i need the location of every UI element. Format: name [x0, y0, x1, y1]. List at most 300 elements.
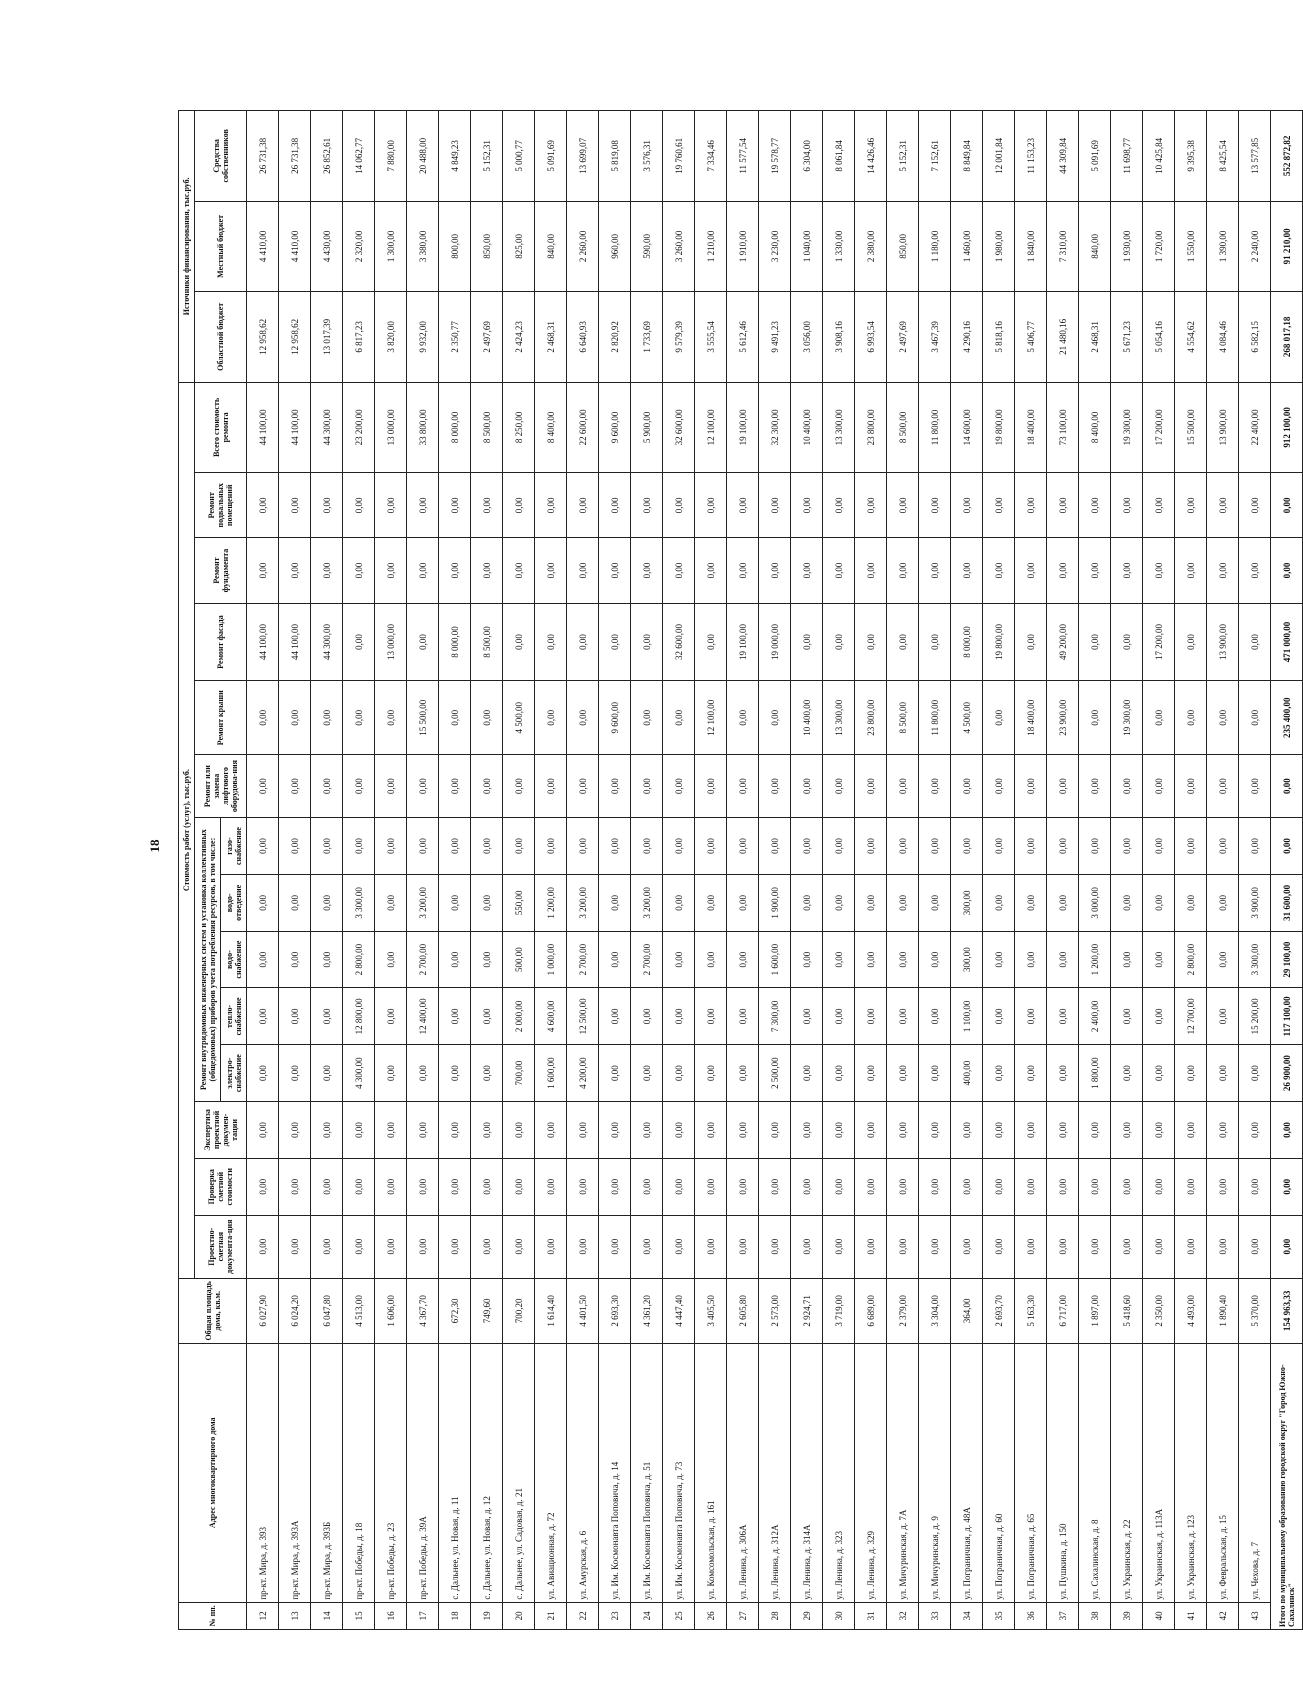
- cell-pd: 0,00: [631, 1215, 663, 1278]
- cell-bs: 0,00: [343, 473, 375, 538]
- cell-ws: 0,00: [1015, 931, 1047, 988]
- cell-gs: 0,00: [727, 818, 759, 875]
- cell-reg: 6 640,93: [567, 292, 599, 382]
- cell-loc: 4 410,00: [247, 201, 279, 291]
- cell-pc: 0,00: [535, 1158, 567, 1215]
- cell-fc: 0,00: [407, 603, 439, 681]
- cell-rf: 0,00: [471, 681, 503, 755]
- cell-fc: 0,00: [855, 603, 887, 681]
- cell-n: 38: [1079, 1602, 1111, 1629]
- cell-loc: 3 380,00: [407, 201, 439, 291]
- cell-el: 0,00: [247, 1045, 279, 1102]
- cell-bs: 0,00: [567, 473, 599, 538]
- cell-pd: 0,00: [1047, 1215, 1079, 1278]
- cell-ws: 1 200,00: [1079, 931, 1111, 988]
- cell-reg: 2 497,69: [471, 292, 503, 382]
- cell-ws: 3 300,00: [1239, 931, 1271, 988]
- cell-rf: 8 500,00: [887, 681, 919, 755]
- table-row: [567, 111, 599, 1630]
- cell-n: 30: [823, 1602, 855, 1629]
- table-row: [951, 111, 983, 1630]
- cell-loc: 1 930,00: [1111, 201, 1143, 291]
- cell-own: 44 309,84: [1047, 111, 1079, 202]
- cell-tot: 32 600,00: [663, 382, 695, 473]
- cell-ex: 0,00: [247, 1102, 279, 1159]
- cell-loc: 4 410,00: [279, 201, 311, 291]
- cell-wd: 0,00: [375, 874, 407, 931]
- cell-el: 400,00: [951, 1045, 983, 1102]
- cell-el: 0,00: [439, 1045, 471, 1102]
- cell-fc: 19 000,00: [759, 603, 791, 681]
- cell-fc: 0,00: [1079, 603, 1111, 681]
- cell-n: 21: [535, 1602, 567, 1629]
- cell-lf: 0,00: [791, 755, 823, 818]
- cell-ws: 0,00: [887, 931, 919, 988]
- cell-ex: 0,00: [471, 1102, 503, 1159]
- cell-wd: 0,00: [887, 874, 919, 931]
- cell-n: 39: [1111, 1602, 1143, 1629]
- cell-rf: 4 500,00: [503, 681, 535, 755]
- cell-lf: 0,00: [247, 755, 279, 818]
- cell-rf: 23 800,00: [855, 681, 887, 755]
- cell-fc: 49 200,00: [1047, 603, 1079, 681]
- cell-lf: 0,00: [1079, 755, 1111, 818]
- cell-fd: 0,00: [1111, 538, 1143, 603]
- cell-pd: 0,00: [343, 1215, 375, 1278]
- cell-ht: 0,00: [1143, 988, 1175, 1045]
- cell-pc: 0,00: [599, 1158, 631, 1215]
- cell-n: 14: [311, 1602, 343, 1629]
- cell-n: 23: [599, 1602, 631, 1629]
- cell-gs: 0,00: [951, 818, 983, 875]
- cell-own: 5 091,69: [535, 111, 567, 202]
- cell-loc: 840,00: [1079, 201, 1111, 291]
- cell-ws: 0,00: [311, 931, 343, 988]
- cell-fd: 0,00: [439, 538, 471, 603]
- cell-rf: 0,00: [375, 681, 407, 755]
- cell-ex: 0,00: [1239, 1102, 1271, 1159]
- cell-area: 4 493,00: [1175, 1278, 1207, 1343]
- cell-own: 4 849,23: [439, 111, 471, 202]
- cell-n: 27: [727, 1602, 759, 1629]
- cell-gs: 0,00: [343, 818, 375, 875]
- cell-own: 5 152,31: [471, 111, 503, 202]
- cell-pc: 0,00: [503, 1158, 535, 1215]
- cell-ht: 0,00: [1111, 988, 1143, 1045]
- cell-n: 22: [567, 1602, 599, 1629]
- cell-addr: пр-кт. Победы, д. 18: [343, 1343, 375, 1602]
- header-water: водо-снабжение: [221, 931, 247, 988]
- total-loc: 91 210,00: [1271, 201, 1303, 291]
- cell-fc: 32 600,00: [663, 603, 695, 681]
- cell-ex: 0,00: [919, 1102, 951, 1159]
- cell-reg: 12 958,62: [247, 292, 279, 382]
- cell-ws: 0,00: [695, 931, 727, 988]
- table-body: [247, 111, 1303, 1630]
- cell-pc: 0,00: [983, 1158, 1015, 1215]
- cell-tot: 23 800,00: [855, 382, 887, 473]
- cell-el: 2 500,00: [759, 1045, 791, 1102]
- cell-area: 700,20: [503, 1278, 535, 1343]
- cell-rf: 13 300,00: [823, 681, 855, 755]
- cell-tot: 22 600,00: [567, 382, 599, 473]
- cell-rf: 0,00: [311, 681, 343, 755]
- cell-wd: 0,00: [471, 874, 503, 931]
- cell-ws: 0,00: [1111, 931, 1143, 988]
- cell-pc: 0,00: [1143, 1158, 1175, 1215]
- cell-area: 6 689,00: [855, 1278, 887, 1343]
- cell-ws: 0,00: [919, 931, 951, 988]
- header-sewer: водо-отведение: [221, 874, 247, 931]
- cell-n: 25: [663, 1602, 695, 1629]
- cell-fc: 0,00: [1015, 603, 1047, 681]
- table-row: [503, 111, 535, 1630]
- cell-n: 26: [695, 1602, 727, 1629]
- cell-ht: 12 400,00: [407, 988, 439, 1045]
- cell-fd: 0,00: [663, 538, 695, 603]
- cell-n: 33: [919, 1602, 951, 1629]
- cell-tot: 8 000,00: [439, 382, 471, 473]
- cell-loc: 1 720,00: [1143, 201, 1175, 291]
- cell-gs: 0,00: [1015, 818, 1047, 875]
- cell-bs: 0,00: [311, 473, 343, 538]
- cell-addr: ул. Ленина, д. 323: [823, 1343, 855, 1602]
- cell-ex: 0,00: [311, 1102, 343, 1159]
- cell-pd: 0,00: [1079, 1215, 1111, 1278]
- cell-wd: 0,00: [791, 874, 823, 931]
- cell-reg: 6 817,23: [343, 292, 375, 382]
- cell-reg: 5 612,46: [727, 292, 759, 382]
- cell-loc: 4 430,00: [311, 201, 343, 291]
- cell-addr: пр-кт. Мира, д. 393: [247, 1343, 279, 1602]
- cell-loc: 1 840,00: [1015, 201, 1047, 291]
- cell-lf: 0,00: [1239, 755, 1271, 818]
- cell-wd: 0,00: [439, 874, 471, 931]
- cell-area: 2 573,00: [759, 1278, 791, 1343]
- cell-n: 15: [343, 1602, 375, 1629]
- cell-gs: 0,00: [279, 818, 311, 875]
- cell-ws: 500,00: [503, 931, 535, 988]
- cell-own: 7 880,00: [375, 111, 407, 202]
- cell-el: 0,00: [311, 1045, 343, 1102]
- cell-gs: 0,00: [1207, 818, 1239, 875]
- cell-rf: 18 400,00: [1015, 681, 1047, 755]
- cell-el: 0,00: [919, 1045, 951, 1102]
- cell-ex: 0,00: [1111, 1102, 1143, 1159]
- page-number: 18: [147, 839, 162, 853]
- cell-rf: 0,00: [279, 681, 311, 755]
- cell-pc: 0,00: [343, 1158, 375, 1215]
- cell-area: 672,30: [439, 1278, 471, 1343]
- cell-loc: 2 260,00: [567, 201, 599, 291]
- cell-reg: 13 017,39: [311, 292, 343, 382]
- cell-rf: 15 500,00: [407, 681, 439, 755]
- cell-loc: 1 300,00: [375, 201, 407, 291]
- cell-el: 0,00: [471, 1045, 503, 1102]
- cell-wd: 0,00: [279, 874, 311, 931]
- cell-rf: 0,00: [343, 681, 375, 755]
- cell-reg: 9 932,00: [407, 292, 439, 382]
- cell-ex: 0,00: [535, 1102, 567, 1159]
- cell-loc: 2 240,00: [1239, 201, 1271, 291]
- cell-n: 12: [247, 1602, 279, 1629]
- cell-fd: 0,00: [407, 538, 439, 603]
- cell-wd: 550,00: [503, 874, 535, 931]
- cell-lf: 0,00: [439, 755, 471, 818]
- cell-own: 9 395,38: [1175, 111, 1207, 202]
- cell-bs: 0,00: [247, 473, 279, 538]
- cell-loc: 590,00: [631, 201, 663, 291]
- cell-own: 8 849,84: [951, 111, 983, 202]
- cell-n: 42: [1207, 1602, 1239, 1629]
- cell-gs: 0,00: [791, 818, 823, 875]
- cell-fd: 0,00: [343, 538, 375, 603]
- cell-el: 0,00: [983, 1045, 1015, 1102]
- cell-loc: 840,00: [535, 201, 567, 291]
- cell-wd: 0,00: [983, 874, 1015, 931]
- cell-pd: 0,00: [1143, 1215, 1175, 1278]
- cell-pd: 0,00: [1015, 1215, 1047, 1278]
- cell-fc: 8 000,00: [951, 603, 983, 681]
- cell-ws: 0,00: [471, 931, 503, 988]
- cell-reg: 6 582,15: [1239, 292, 1271, 382]
- cell-pc: 0,00: [311, 1158, 343, 1215]
- cell-gs: 0,00: [567, 818, 599, 875]
- cell-bs: 0,00: [887, 473, 919, 538]
- cell-tot: 11 800,00: [919, 382, 951, 473]
- cell-gs: 0,00: [887, 818, 919, 875]
- cell-ws: 1 600,00: [759, 931, 791, 988]
- cell-fc: 13 000,00: [375, 603, 407, 681]
- cell-ht: 0,00: [791, 988, 823, 1045]
- cell-reg: 12 958,62: [279, 292, 311, 382]
- cell-ht: 7 300,00: [759, 988, 791, 1045]
- cell-reg: 6 993,54: [855, 292, 887, 382]
- cell-pc: 0,00: [887, 1158, 919, 1215]
- cell-pc: 0,00: [951, 1158, 983, 1215]
- cell-fc: 0,00: [1175, 603, 1207, 681]
- repair-cost-table: [178, 110, 1303, 1630]
- cell-rf: 0,00: [567, 681, 599, 755]
- cell-n: 31: [855, 1602, 887, 1629]
- cell-wd: 0,00: [1143, 874, 1175, 931]
- cell-ws: 2 700,00: [567, 931, 599, 988]
- cell-addr: ул. Пушкина, д. 150: [1047, 1343, 1079, 1602]
- cell-ex: 0,00: [727, 1102, 759, 1159]
- cell-rf: 4 500,00: [951, 681, 983, 755]
- cell-lf: 0,00: [1175, 755, 1207, 818]
- header-total: Всего стоимость ремонта: [195, 382, 247, 473]
- cell-fd: 0,00: [503, 538, 535, 603]
- cell-ht: 0,00: [727, 988, 759, 1045]
- cell-rf: 0,00: [1207, 681, 1239, 755]
- cell-addr: пр-кт. Мира, д. 393А: [279, 1343, 311, 1602]
- header-area: Общая площадь дома, кв.м.: [179, 1278, 247, 1343]
- cell-own: 5 000,77: [503, 111, 535, 202]
- cell-pd: 0,00: [983, 1215, 1015, 1278]
- cell-bs: 0,00: [631, 473, 663, 538]
- cell-tot: 13 900,00: [1207, 382, 1239, 473]
- cell-pc: 0,00: [407, 1158, 439, 1215]
- cell-own: 20 488,00: [407, 111, 439, 202]
- cell-reg: 9 579,39: [663, 292, 695, 382]
- cell-rf: 0,00: [631, 681, 663, 755]
- cell-ex: 0,00: [695, 1102, 727, 1159]
- cell-fc: 0,00: [631, 603, 663, 681]
- cell-fc: 13 900,00: [1207, 603, 1239, 681]
- cell-own: 13 699,07: [567, 111, 599, 202]
- cell-bs: 0,00: [407, 473, 439, 538]
- cell-bs: 0,00: [823, 473, 855, 538]
- cell-ht: 0,00: [1207, 988, 1239, 1045]
- cell-fc: 0,00: [791, 603, 823, 681]
- cell-lf: 0,00: [567, 755, 599, 818]
- cell-own: 5 819,08: [599, 111, 631, 202]
- cell-pc: 0,00: [663, 1158, 695, 1215]
- cell-area: 749,60: [471, 1278, 503, 1343]
- cell-rf: 0,00: [439, 681, 471, 755]
- cell-reg: 3 908,16: [823, 292, 855, 382]
- cell-wd: 0,00: [663, 874, 695, 931]
- cell-fd: 0,00: [1047, 538, 1079, 603]
- table-row: [1143, 111, 1175, 1630]
- table-row: [1239, 111, 1271, 1630]
- cell-ht: 1 100,00: [951, 988, 983, 1045]
- cell-pd: 0,00: [599, 1215, 631, 1278]
- cell-ws: 300,00: [951, 931, 983, 988]
- cell-bs: 0,00: [599, 473, 631, 538]
- cell-loc: 1 910,00: [727, 201, 759, 291]
- cell-reg: 2 820,92: [599, 292, 631, 382]
- cell-pc: 0,00: [631, 1158, 663, 1215]
- cell-addr: ул. Украинская, д. 123: [1175, 1343, 1207, 1602]
- cell-fc: 44 300,00: [311, 603, 343, 681]
- cell-reg: 2 468,31: [535, 292, 567, 382]
- cell-pd: 0,00: [663, 1215, 695, 1278]
- cell-fd: 0,00: [887, 538, 919, 603]
- cell-wd: 3 300,00: [343, 874, 375, 931]
- cell-ht: 0,00: [983, 988, 1015, 1045]
- cell-ht: 0,00: [695, 988, 727, 1045]
- table-row: [599, 111, 631, 1630]
- header-roof: Ремонт крыши: [195, 681, 247, 755]
- cell-fd: 0,00: [791, 538, 823, 603]
- cell-el: 0,00: [375, 1045, 407, 1102]
- cell-pd: 0,00: [1239, 1215, 1271, 1278]
- cell-gs: 0,00: [759, 818, 791, 875]
- cell-ex: 0,00: [951, 1102, 983, 1159]
- table-row: [759, 111, 791, 1630]
- cell-tot: 19 800,00: [983, 382, 1015, 473]
- cell-loc: 1 210,00: [695, 201, 727, 291]
- cell-loc: 1 980,00: [983, 201, 1015, 291]
- cell-pd: 0,00: [951, 1215, 983, 1278]
- cell-el: 0,00: [695, 1045, 727, 1102]
- cell-wd: 0,00: [599, 874, 631, 931]
- cell-fd: 0,00: [1079, 538, 1111, 603]
- cell-gs: 0,00: [695, 818, 727, 875]
- cell-own: 5 091,69: [1079, 111, 1111, 202]
- total-wd: 31 600,00: [1271, 874, 1303, 931]
- table-row: [1175, 111, 1207, 1630]
- table-row: [983, 111, 1015, 1630]
- cell-own: 11 577,54: [727, 111, 759, 202]
- total-ex: 0,00: [1271, 1102, 1303, 1159]
- cell-gs: 0,00: [471, 818, 503, 875]
- cell-fd: 0,00: [1175, 538, 1207, 603]
- cell-pd: 0,00: [727, 1215, 759, 1278]
- cell-n: 24: [631, 1602, 663, 1629]
- header-num: № пп.: [179, 1602, 247, 1629]
- header-group-cost: Стоимость работ (услуг), тыс.руб.: [179, 382, 195, 1278]
- cell-gs: 0,00: [535, 818, 567, 875]
- cell-addr: ул. Авиационная, д. 72: [535, 1343, 567, 1602]
- cell-bs: 0,00: [1143, 473, 1175, 538]
- cell-bs: 0,00: [663, 473, 695, 538]
- cell-area: 1 897,00: [1079, 1278, 1111, 1343]
- cell-fc: 0,00: [599, 603, 631, 681]
- table-row: [471, 111, 503, 1630]
- cell-lf: 0,00: [887, 755, 919, 818]
- cell-ex: 0,00: [663, 1102, 695, 1159]
- cell-pd: 0,00: [1175, 1215, 1207, 1278]
- cell-pc: 0,00: [727, 1158, 759, 1215]
- cell-ws: 0,00: [439, 931, 471, 988]
- table-row: [375, 111, 407, 1630]
- cell-ws: 2 800,00: [343, 931, 375, 988]
- cell-ex: 0,00: [1079, 1102, 1111, 1159]
- cell-reg: 5 671,23: [1111, 292, 1143, 382]
- cell-lf: 0,00: [759, 755, 791, 818]
- cell-tot: 13 300,00: [823, 382, 855, 473]
- cell-own: 14 062,77: [343, 111, 375, 202]
- cell-el: 0,00: [1207, 1045, 1239, 1102]
- cell-ht: 12 800,00: [343, 988, 375, 1045]
- cell-fc: 44 100,00: [247, 603, 279, 681]
- cell-tot: 44 100,00: [247, 382, 279, 473]
- cell-ht: 0,00: [631, 988, 663, 1045]
- header-gas: газо-снабжение: [221, 818, 247, 875]
- cell-addr: ул. Пограничная, д. 48А: [951, 1343, 983, 1602]
- cell-loc: 825,00: [503, 201, 535, 291]
- cell-area: 4 447,40: [663, 1278, 695, 1343]
- cell-bs: 0,00: [439, 473, 471, 538]
- cell-own: 8 061,84: [823, 111, 855, 202]
- cell-el: 0,00: [599, 1045, 631, 1102]
- cell-ws: 0,00: [1143, 931, 1175, 988]
- cell-own: 12 001,84: [983, 111, 1015, 202]
- cell-fc: 0,00: [567, 603, 599, 681]
- cell-pc: 0,00: [471, 1158, 503, 1215]
- header-foundation: Ремонт фундамента: [195, 538, 247, 603]
- cell-lf: 0,00: [855, 755, 887, 818]
- cell-tot: 9 600,00: [599, 382, 631, 473]
- cell-area: 5 418,60: [1111, 1278, 1143, 1343]
- cell-ex: 0,00: [791, 1102, 823, 1159]
- cell-n: 20: [503, 1602, 535, 1629]
- table-row: [1111, 111, 1143, 1630]
- cell-addr: ул. Ленина, д. 306А: [727, 1343, 759, 1602]
- cell-lf: 0,00: [631, 755, 663, 818]
- cell-wd: 0,00: [311, 874, 343, 931]
- total-reg: 268 017,18: [1271, 292, 1303, 382]
- cell-bs: 0,00: [535, 473, 567, 538]
- table-row: [1015, 111, 1047, 1630]
- cell-pd: 0,00: [535, 1215, 567, 1278]
- cell-bs: 0,00: [1175, 473, 1207, 538]
- cell-area: 6 024,20: [279, 1278, 311, 1343]
- cell-own: 11 153,23: [1015, 111, 1047, 202]
